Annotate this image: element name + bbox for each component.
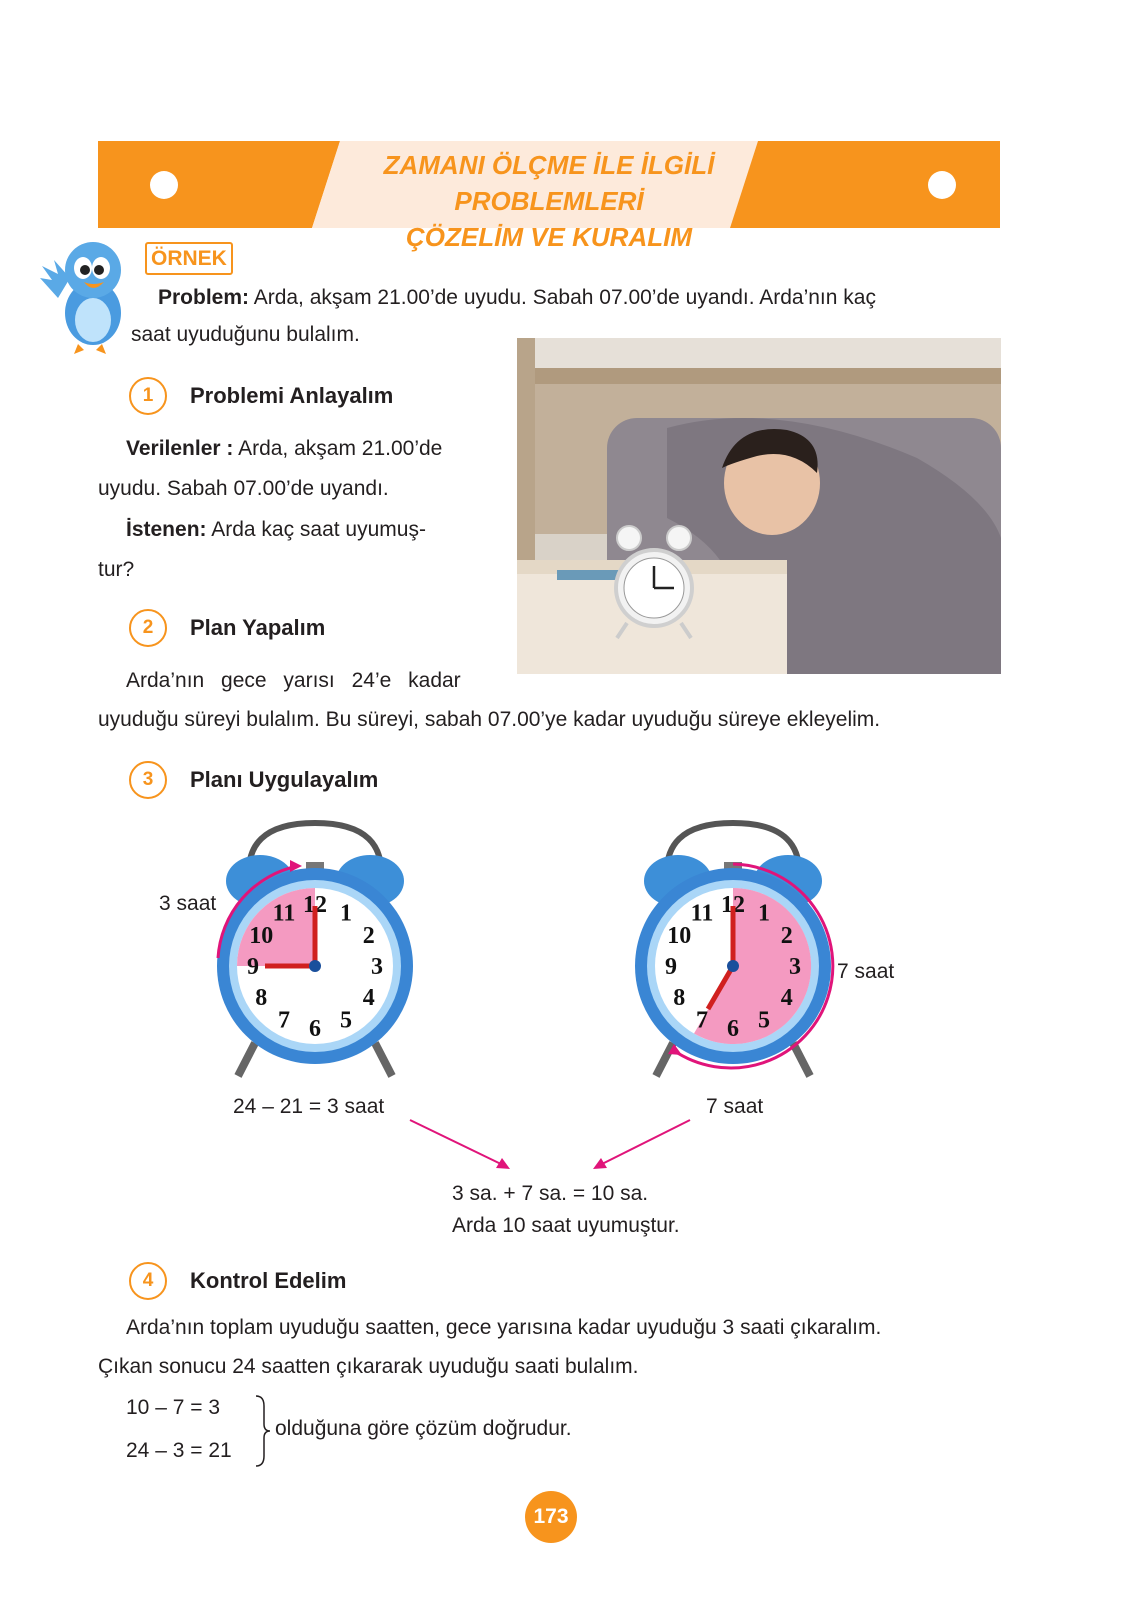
clock-numeral: 2 bbox=[362, 923, 375, 949]
alarm-clock-left bbox=[210, 818, 420, 1108]
alarm-clock-right bbox=[628, 818, 838, 1108]
problem-line-2: saat uyuduğunu bulalım. bbox=[131, 323, 360, 346]
step-1-title: Problemi Anlayalım bbox=[190, 383, 394, 408]
clock-right-label: 7 saat bbox=[837, 960, 895, 983]
step-2-number: 2 bbox=[129, 609, 167, 647]
sleeping-boy-photo bbox=[517, 338, 1001, 674]
step-4-number: 4 bbox=[129, 1262, 167, 1300]
clock-numeral: 1 bbox=[340, 900, 352, 927]
given-line-2: uyudu. Sabah 07.00’de uyandı. bbox=[98, 477, 389, 500]
equation-2: 24 – 3 = 21 bbox=[126, 1439, 232, 1462]
clock-numeral: 10 bbox=[249, 923, 274, 949]
clock-numeral: 7 bbox=[696, 1007, 708, 1034]
step-2-title: Plan Yapalım bbox=[190, 615, 326, 640]
clock-numeral: 12 bbox=[303, 892, 327, 918]
plan-line-1: Arda’nın gece yarısı 24’e kadar bbox=[126, 669, 461, 692]
page-number: 173 bbox=[525, 1491, 577, 1543]
clock-numeral: 8 bbox=[673, 985, 686, 1011]
clock-left-label: 3 saat bbox=[159, 892, 217, 915]
clock-numeral: 11 bbox=[690, 900, 714, 927]
plan-line-2: uyuduğu süreyi bulalım. Bu süreyi, sabah 07.00’ye kadar uyuduğu süreye ekleyelim. bbox=[98, 708, 881, 731]
clock-numeral: 5 bbox=[340, 1007, 352, 1034]
clock-face-left bbox=[210, 818, 420, 1108]
result-line-2: Arda 10 saat uyumuştur. bbox=[452, 1214, 680, 1237]
check-line-2: Çıkan sonucu 24 saatten çıkararak uyuduğu saati bulalım. bbox=[98, 1355, 639, 1378]
section-banner bbox=[98, 141, 1000, 252]
clock-numeral: 7 bbox=[278, 1007, 290, 1034]
step-1-number: 1 bbox=[129, 377, 167, 415]
clock-numeral: 12 bbox=[721, 892, 745, 918]
clock-numeral: 6 bbox=[309, 1016, 321, 1042]
calc-right: 7 saat bbox=[706, 1095, 764, 1118]
conclusion: olduğuna göre çözüm doğrudur. bbox=[275, 1417, 572, 1440]
clock-numeral: 3 bbox=[371, 954, 383, 980]
clock-numeral: 6 bbox=[727, 1016, 739, 1042]
banner-dot-left bbox=[150, 171, 178, 199]
clock-numeral: 10 bbox=[667, 923, 692, 949]
check-line-1: Arda’nın toplam uyuduğu saatten, gece yarısına kadar uyuduğu 3 saati çıkaralım. bbox=[126, 1316, 882, 1339]
clock-numeral: 4 bbox=[780, 985, 793, 1011]
banner-dot-right bbox=[928, 171, 956, 199]
clock-numeral: 5 bbox=[758, 1007, 770, 1034]
clock-numeral: 11 bbox=[272, 900, 296, 927]
clock-numeral: 4 bbox=[362, 985, 375, 1011]
step-4-title: Kontrol Edelim bbox=[190, 1268, 347, 1293]
calc-left: 24 – 21 = 3 saat bbox=[233, 1095, 385, 1118]
result-line-1: 3 sa. + 7 sa. = 10 sa. bbox=[452, 1182, 649, 1205]
step-3-title: Planı Uygulayalım bbox=[190, 767, 379, 792]
clock-numeral: 3 bbox=[789, 954, 801, 980]
calc-arrows bbox=[400, 1118, 720, 1178]
bird-mascot-icon bbox=[38, 238, 138, 358]
asked-line-1: İstenen: Arda kaç saat uyumuş- bbox=[126, 518, 426, 541]
clock-face-right bbox=[628, 818, 838, 1108]
brace-icon bbox=[252, 1394, 272, 1468]
example-badge: ÖRNEK bbox=[145, 242, 233, 275]
given-line-1: Verilenler : Arda, akşam 21.00’de bbox=[126, 437, 443, 460]
clock-numeral: 2 bbox=[780, 923, 793, 949]
step-3-number: 3 bbox=[129, 761, 167, 799]
clock-numeral: 9 bbox=[665, 954, 677, 980]
clock-numeral: 9 bbox=[247, 954, 259, 980]
equation-1: 10 – 7 = 3 bbox=[126, 1396, 220, 1419]
clock-numeral: 1 bbox=[758, 900, 770, 927]
page-title: ZAMANI ÖLÇME İLE İLGİLİ PROBLEMLERİ ÇÖZELİM VE KURALIM bbox=[383, 150, 715, 252]
asked-line-2: tur? bbox=[98, 558, 135, 581]
problem-line-1: Problem: Arda, akşam 21.00’de uyudu. Sabah 07.00’de uyandı. Arda’nın kaç bbox=[158, 286, 876, 309]
clock-numeral: 8 bbox=[255, 985, 268, 1011]
